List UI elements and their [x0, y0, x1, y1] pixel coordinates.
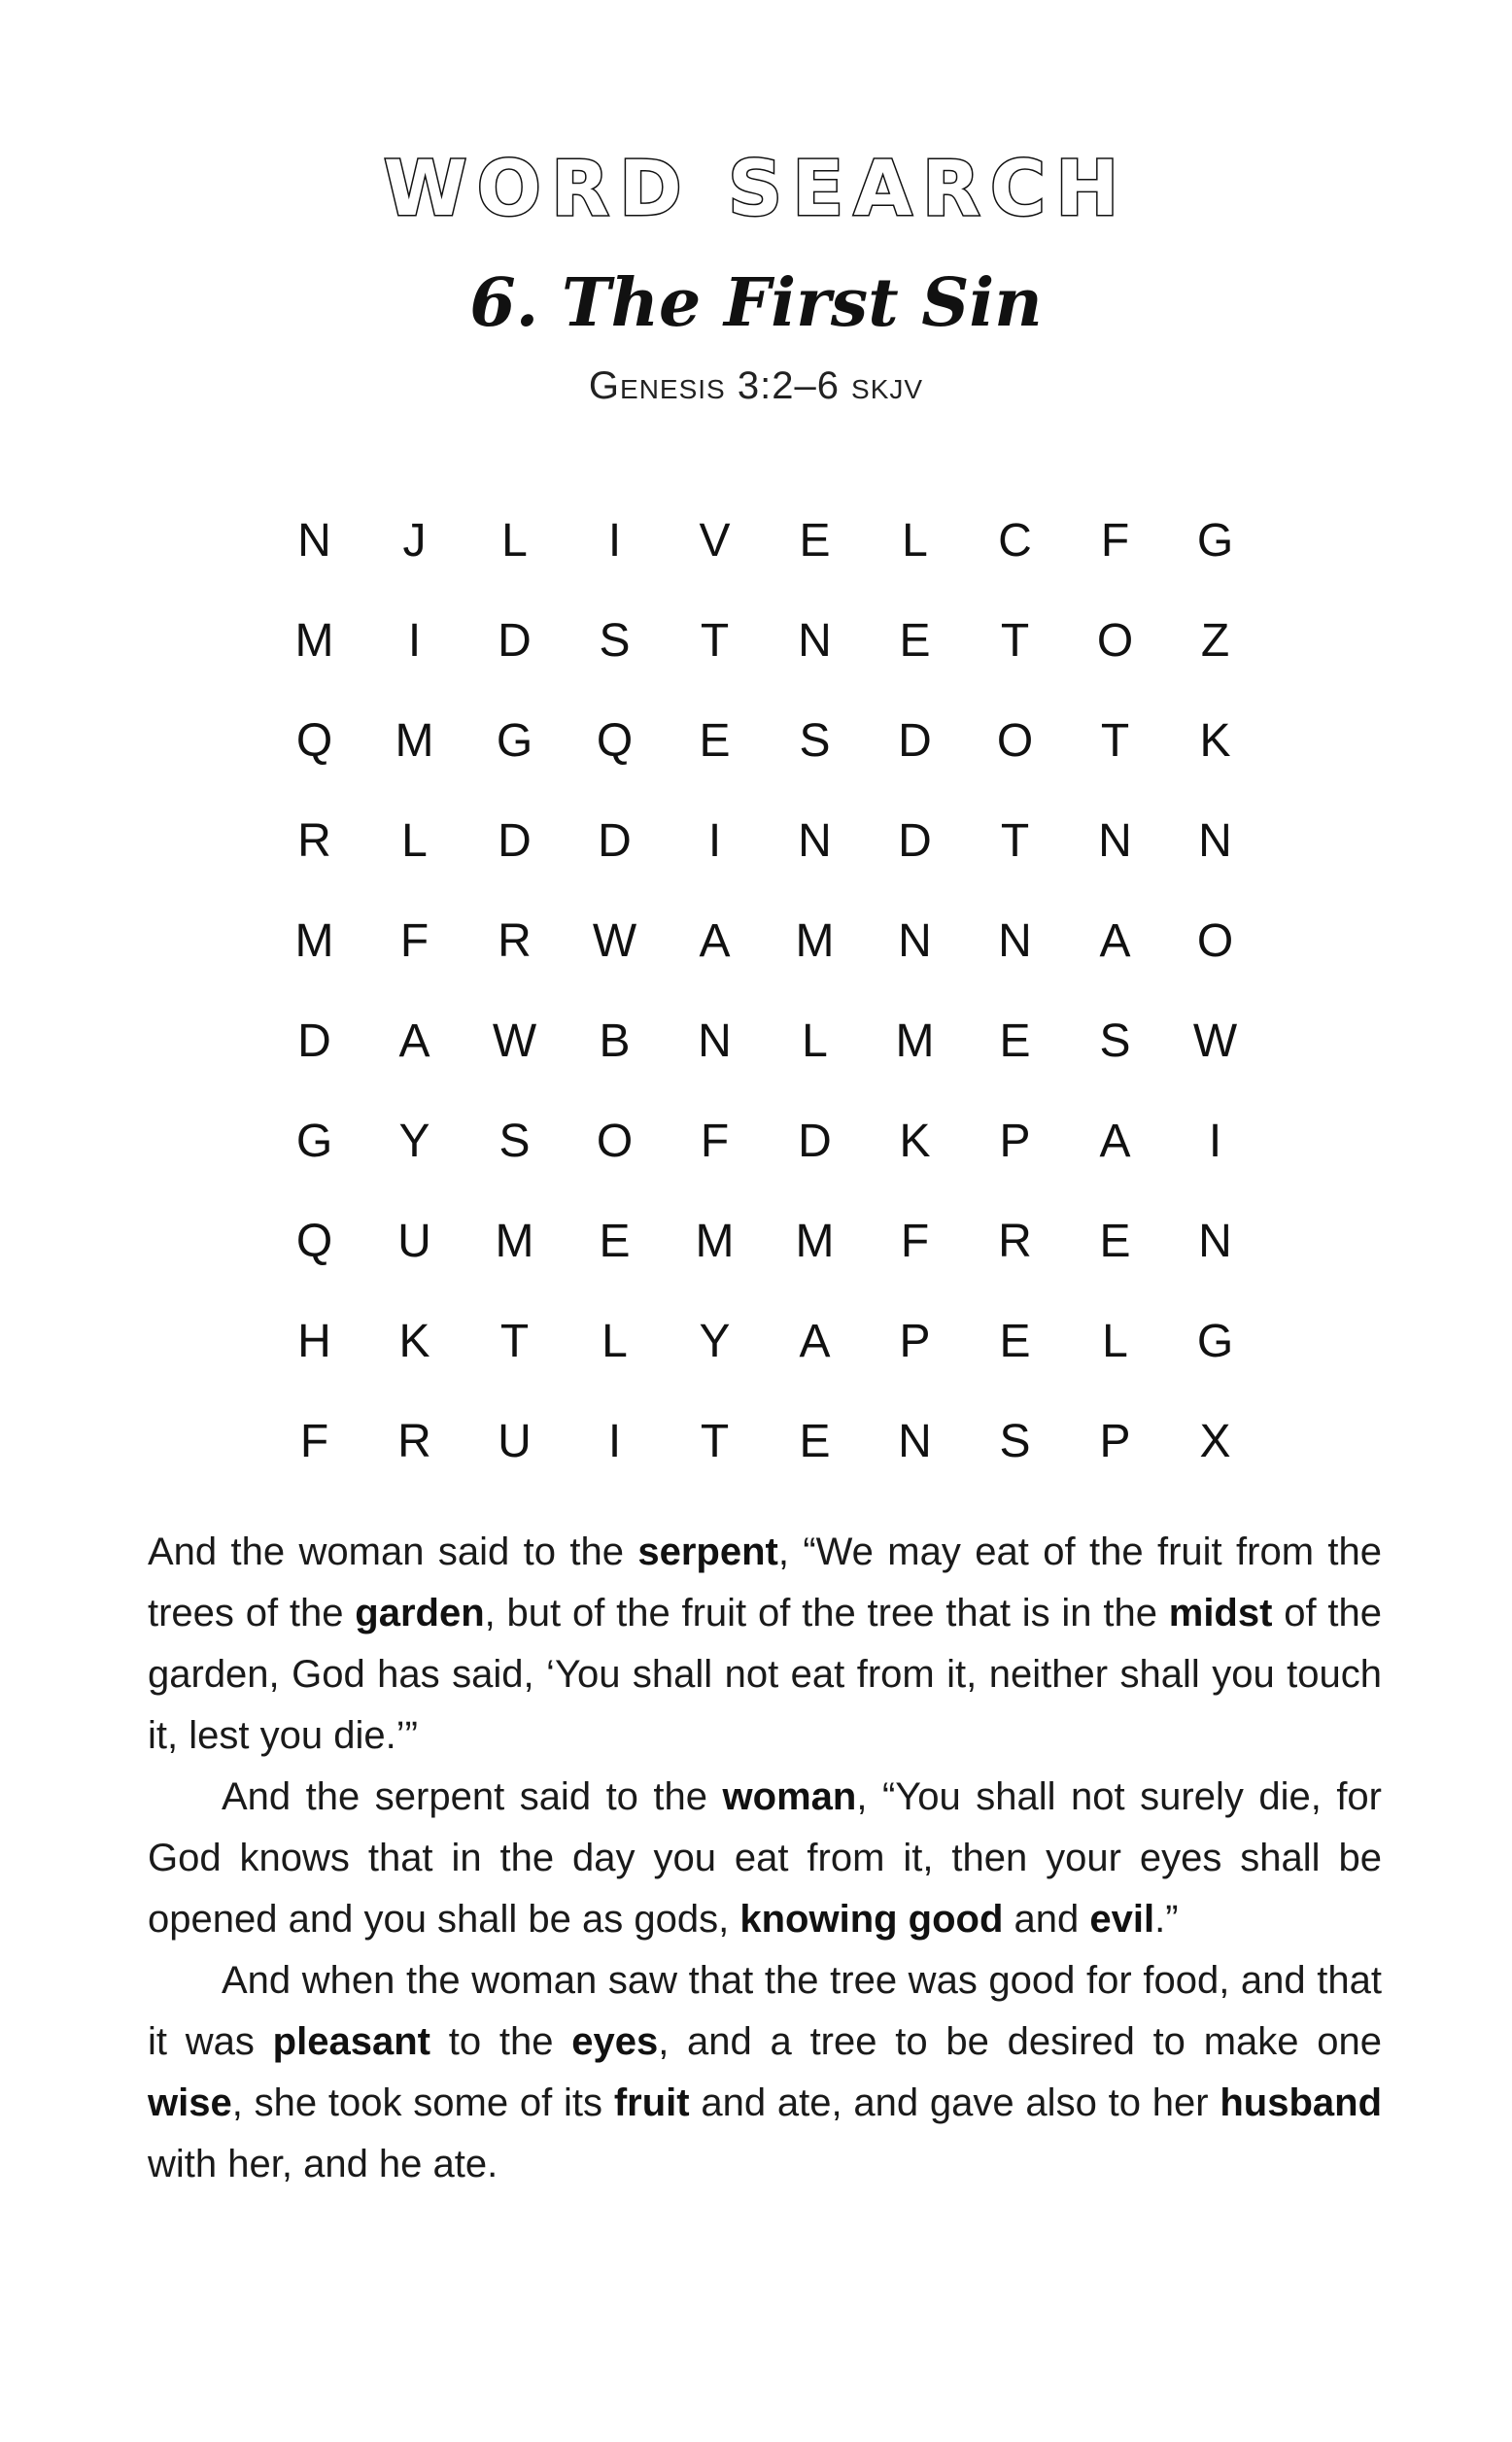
highlighted-word: midst: [1168, 1592, 1273, 1634]
passage-text: , “You shall not surely die, for God knows that in the day you eat from it, then your eyes shall be opened and you shall be as gods,: [148, 1775, 1382, 1941]
word-search-grid: [264, 491, 1265, 1492]
grid-letter: U: [397, 1216, 431, 1267]
grid-letter: M: [294, 615, 334, 667]
passage-text: And the woman said to the: [148, 1531, 638, 1573]
grid-letter: T: [700, 1416, 730, 1467]
grid-letter: T: [1000, 815, 1030, 867]
grid-letter: I: [607, 515, 622, 567]
grid-letter: N: [1198, 1216, 1232, 1267]
grid-letter: A: [1099, 915, 1131, 967]
grid-letter: G: [496, 715, 533, 767]
grid-letter: Q: [295, 1216, 333, 1267]
grid-letter: E: [699, 715, 731, 767]
grid-letter: N: [1198, 815, 1232, 867]
grid-letter: M: [294, 915, 334, 967]
grid-letter: G: [295, 1116, 333, 1167]
grid-letter: S: [1099, 1015, 1131, 1067]
grid-letter: I: [707, 815, 722, 867]
highlighted-word: eyes: [571, 2020, 659, 2063]
highlighted-word: pleasant: [272, 2020, 430, 2063]
grid-letter: D: [498, 615, 532, 667]
passage-text: and: [1003, 1898, 1090, 1941]
grid-letter: F: [299, 1416, 329, 1467]
passage-text: , and a tree to be desired to make one: [658, 2020, 1382, 2063]
passage-text: with her, and he ate.: [148, 2143, 498, 2185]
grid-letter: F: [1100, 515, 1130, 567]
grid-letter: L: [902, 515, 928, 567]
passage-text: and ate, and gave also to her: [689, 2081, 1220, 2124]
grid-letter: E: [899, 615, 931, 667]
grid-letter: D: [297, 1015, 331, 1067]
passage-text: And the serpent said to the: [222, 1775, 723, 1818]
highlighted-word: wise: [148, 2081, 232, 2124]
grid-letter: D: [898, 815, 932, 867]
highlighted-word: evil: [1089, 1898, 1155, 1941]
grid-letter: R: [297, 815, 331, 867]
grid-letter: T: [499, 1316, 530, 1367]
grid-letter: R: [498, 915, 532, 967]
grid-letter: T: [1000, 615, 1030, 667]
grid-letter: E: [799, 515, 831, 567]
passage-text: of the garden, God has said, ‘You shall not eat from it, neither shall you touch it, lest you die.’”: [148, 1592, 1382, 1757]
grid-letter: L: [501, 515, 528, 567]
grid-letter: E: [599, 1216, 631, 1267]
grid-letter: M: [895, 1015, 935, 1067]
highlighted-word: garden: [355, 1592, 485, 1634]
grid-letter: P: [1099, 1416, 1131, 1467]
grid-letter: A: [398, 1015, 430, 1067]
grid-letter: K: [899, 1116, 931, 1167]
grid-letter: L: [601, 1316, 628, 1367]
grid-letter: E: [999, 1015, 1031, 1067]
passage-paragraph: [148, 1522, 1382, 1767]
grid-letter: M: [695, 1216, 735, 1267]
grid-letter: O: [1096, 615, 1134, 667]
highlighted-word: woman: [722, 1775, 857, 1818]
grid-letter: A: [1099, 1116, 1131, 1167]
grid-letter: Y: [699, 1316, 731, 1367]
grid-letter: E: [799, 1416, 831, 1467]
grid-letter: Z: [1200, 615, 1230, 667]
grid-letter: R: [397, 1416, 431, 1467]
grid-letter: N: [898, 1416, 932, 1467]
passage-text: , “We may eat of the fruit from the trees of the: [148, 1531, 1382, 1634]
grid-letter: T: [1100, 715, 1130, 767]
grid-letter: L: [1102, 1316, 1128, 1367]
grid-letter: F: [700, 1116, 730, 1167]
grid-letter: I: [407, 615, 422, 667]
passage-text: to the: [430, 2020, 572, 2063]
grid-letter: C: [998, 515, 1032, 567]
grid-letter: E: [999, 1316, 1031, 1367]
grid-letter: L: [802, 1015, 828, 1067]
highlighted-word: knowing good: [739, 1898, 1004, 1941]
grid-letter: N: [297, 515, 331, 567]
grid-letter: M: [395, 715, 434, 767]
passage-paragraph: [148, 1767, 1382, 1950]
grid-letter: M: [795, 915, 835, 967]
page-title: WORD SEARCH: [383, 146, 1129, 233]
grid-letter: L: [401, 815, 428, 867]
chapter-title: 6. The First Sin: [469, 264, 1043, 342]
passage-text: , she took some of its: [231, 2081, 614, 2124]
grid-letter: X: [1199, 1416, 1231, 1467]
grid-letter: P: [999, 1116, 1031, 1167]
grid-letter: U: [498, 1416, 532, 1467]
grid-letter: A: [699, 915, 731, 967]
grid-letter: S: [498, 1116, 531, 1167]
highlighted-word: serpent: [637, 1531, 778, 1573]
grid-letter: O: [996, 715, 1034, 767]
grid-letter: Q: [596, 715, 634, 767]
grid-letter: S: [599, 615, 631, 667]
grid-letter: W: [1192, 1015, 1238, 1067]
grid-letter: E: [1099, 1216, 1131, 1267]
scripture-reference: Genesis 3:2–6 skjv: [588, 364, 924, 407]
grid-letter: N: [798, 615, 832, 667]
grid-letter: D: [798, 1116, 832, 1167]
grid-letter: N: [698, 1015, 732, 1067]
grid-letter: N: [798, 815, 832, 867]
grid-letter: J: [402, 515, 427, 567]
highlighted-word: fruit: [613, 2081, 690, 2124]
grid-letter: M: [495, 1216, 534, 1267]
grid-letter: N: [1098, 815, 1132, 867]
grid-letter: S: [799, 715, 831, 767]
grid-letter: V: [699, 515, 731, 567]
grid-letter: O: [596, 1116, 634, 1167]
passage-text: .”: [1154, 1898, 1179, 1941]
grid-letter: S: [999, 1416, 1031, 1467]
grid-letter: R: [998, 1216, 1032, 1267]
grid-letter: Y: [398, 1116, 430, 1167]
grid-letter: K: [398, 1316, 430, 1367]
grid-letter: B: [599, 1015, 631, 1067]
grid-letter: F: [399, 915, 430, 967]
grid-letter: D: [898, 715, 932, 767]
passage-text: And when the woman saw that the tree was good for food, and that it was: [148, 1959, 1382, 2063]
grid-letter: D: [598, 815, 632, 867]
grid-letter: P: [899, 1316, 931, 1367]
grid-letter: D: [498, 815, 532, 867]
grid-letter: G: [1196, 515, 1234, 567]
passage-text: , but of the fruit of the tree that is in the: [484, 1592, 1169, 1634]
grid-letter: N: [998, 915, 1032, 967]
grid-letter: H: [297, 1316, 331, 1367]
grid-letter: Q: [295, 715, 333, 767]
grid-letter: I: [1208, 1116, 1222, 1167]
highlighted-word: husband: [1220, 2081, 1383, 2124]
grid-letter: F: [900, 1216, 930, 1267]
grid-letter: K: [1199, 715, 1231, 767]
grid-letter: O: [1196, 915, 1234, 967]
grid-letter: A: [799, 1316, 831, 1367]
grid-letter: M: [795, 1216, 835, 1267]
grid-letter: T: [700, 615, 730, 667]
grid-letter: N: [898, 915, 932, 967]
grid-letter: G: [1196, 1316, 1234, 1367]
grid-letter: W: [592, 915, 637, 967]
passage-paragraph: [148, 1950, 1382, 2195]
grid-letter: I: [607, 1416, 622, 1467]
scripture-passage: [148, 1522, 1382, 2195]
grid-letter: W: [492, 1015, 537, 1067]
